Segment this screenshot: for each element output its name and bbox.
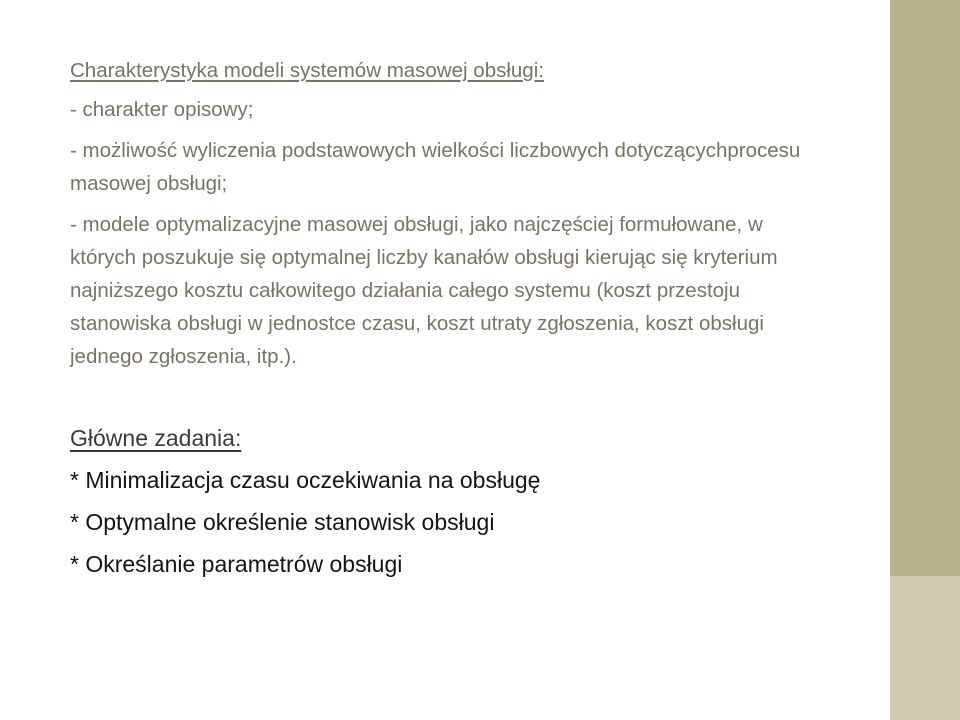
- description-item: - możliwość wyliczenia podstawowych wielkości liczbowych dotyczącychprocesu masowej obsługi;: [70, 139, 801, 195]
- tasks-section: [70, 418, 830, 584]
- task-item: * Optymalne określenie stanowisk obsługi: [70, 509, 495, 535]
- description-title: Charakterystyka modeli systemów masowej obsługi:: [70, 59, 544, 82]
- description-item: - charakter opisowy;: [70, 98, 254, 121]
- decorative-side-bar: [890, 0, 960, 720]
- description-item: - modele optymalizacyjne masowej obsługi, jako najczęściej formułowane, w których poszukuje się optymalnej liczby kanałów obsługi kierując się kryterium najniższego kosztu całkowitego działania całego systemu (koszt przestoju stanowiska obsługi w jednostce czasu, koszt utraty zgłoszenia, koszt obsługi jednego zgłoszenia, itp.).: [70, 213, 778, 368]
- task-item: * Minimalizacja czasu oczekiwania na obsługę: [70, 467, 541, 493]
- slide-content: [70, 54, 830, 584]
- description-section: [70, 54, 830, 373]
- side-bar-light-segment: [890, 576, 960, 720]
- task-item: * Określanie parametrów obsługi: [70, 551, 403, 577]
- tasks-title: Główne zadania:: [70, 425, 242, 451]
- side-bar-dark-segment: [890, 0, 960, 576]
